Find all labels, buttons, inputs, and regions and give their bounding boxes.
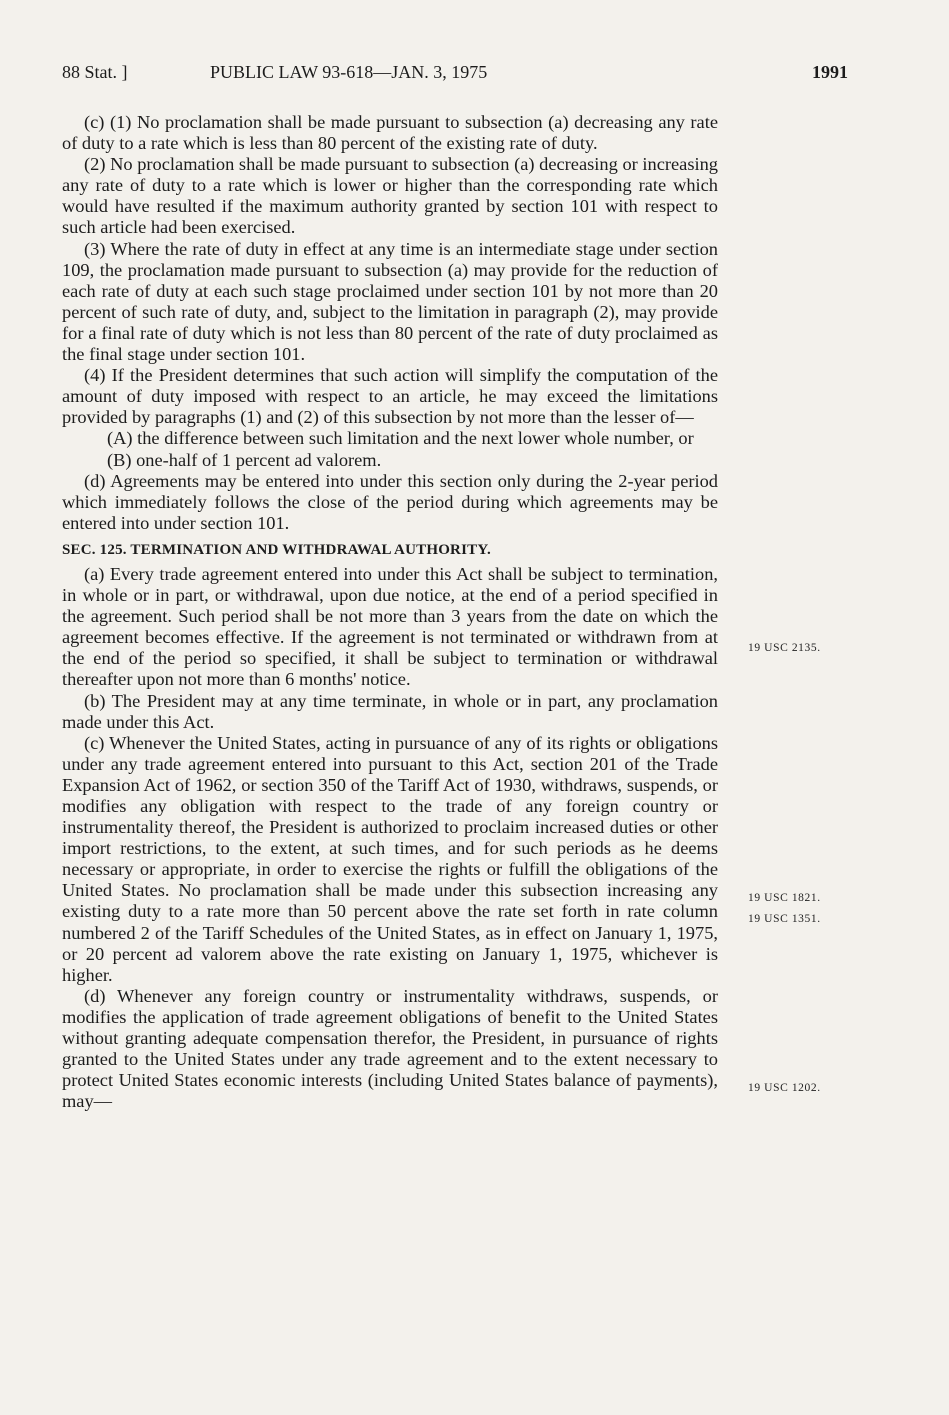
margin-note-usc-1351: 19 USC 1351. [748, 913, 821, 925]
paragraph-c1: (c) (1) No proclamation shall be made pursuant to subsection (a) decreasing any rate of duty to a rate which is less than 80 percent of the existing rate of duty. [62, 112, 718, 154]
header-page-number: 1991 [812, 62, 848, 82]
section-heading: SEC. 125. TERMINATION AND WITHDRAWAL AUTHORITY. [62, 541, 491, 558]
margin-note-usc-1202: 19 USC 1202. [748, 1082, 821, 1094]
paragraph-125d: (d) Whenever any foreign country or instrumentality withdraws, suspends, or modifies the application of trade agreement obligations of benefit to the United States without granting adequate compensation therefor, the President, in pursuance of rights granted to the United States under any trade agreement and to the extent necessary to protect United States economic interests (including United States balance of payments), may— [62, 985, 718, 1112]
paragraph-125a: (a) Every trade agreement entered into under this Act shall be subject to termination, in whole or in part, or withdrawal, upon due notice, at the end of a period specified in the agreement. Such period shall be not more than 3 years from the date on which the agreement becomes effective. If the agreement is not terminated or withdrawn from at the end of the period so specified, it shall be subject to termination or withdrawal thereafter upon not more than 6 months' notice. [62, 563, 718, 690]
main-text [62, 112, 718, 1112]
paragraph-c4: (4) If the President determines that such action will simplify the computation of the amount of duty imposed with respect to an article, he may exceed the limitations provided by paragraphs (1) and (2) of this subsection by not more than the lesser of— [62, 365, 718, 428]
paragraph-c3: (3) Where the rate of duty in effect at any time is an intermediate stage under section 109, the proclamation made pursuant to subsection (a) may provide for the reduction of each rate of duty at each such stage proclaimed under section 101 by not more than 20 percent of such rate of duty, and, subject to the limitation in paragraph (2), may provide for a final rate of duty which is not less than 80 percent of the rate of duty proclaimed as the final stage under section 101. [62, 238, 718, 365]
paragraph-d: (d) Agreements may be entered into under this section only during the 2-year period which immediately follows the close of the period during which agreements may be entered into under section 101. [62, 470, 718, 533]
header-law-title: PUBLIC LAW 93-618—JAN. 3, 1975 [210, 62, 488, 82]
paragraph-c2: (2) No proclamation shall be made pursuant to subsection (a) decreasing or increasing any rate of duty to a rate which is lower or higher than the corresponding rate which would have resulted if the maximum authority granted by section 101 with respect to such article had been exercised. [62, 154, 718, 238]
header-statute-ref: 88 Stat. ] [62, 62, 128, 82]
clause-b: (B) one-half of 1 percent ad valorem. [107, 449, 382, 470]
page-header [62, 62, 862, 86]
paragraph-125c: (c) Whenever the United States, acting in pursuance of any of its rights or obligations under any trade agreement entered into pursuant to this Act, section 201 of the Trade Expansion Act of 1962, or section 350 of the Tariff Act of 1930, withdraws, suspends, or modifies any obligation with respect to the trade of any foreign country or instrumentality thereof, the President is authorized to proclaim increased duties or other import restrictions, to the extent, at such times, and for such periods as he deems necessary or appropriate, in order to exercise the rights or fulfill the obligations of the United States. No proclamation shall be made under this subsection increasing any existing duty to a rate more than 50 percent above the rate set forth in rate column numbered 2 of the Tariff Schedules of the United States, as in effect on January 1, 1975, or 20 percent ad valorem above the rate existing on January 1, 1975, whichever is higher. [62, 732, 718, 985]
margin-note-usc-2135: 19 USC 2135. [748, 642, 821, 654]
clause-a: (A) the difference between such limitation and the next lower whole number, or [107, 428, 694, 449]
margin-note-usc-1821: 19 USC 1821. [748, 892, 821, 904]
bleed-through-text [758, 300, 828, 340]
paragraph-125b: (b) The President may at any time terminate, in whole or in part, any proclamation made under this Act. [62, 690, 718, 732]
